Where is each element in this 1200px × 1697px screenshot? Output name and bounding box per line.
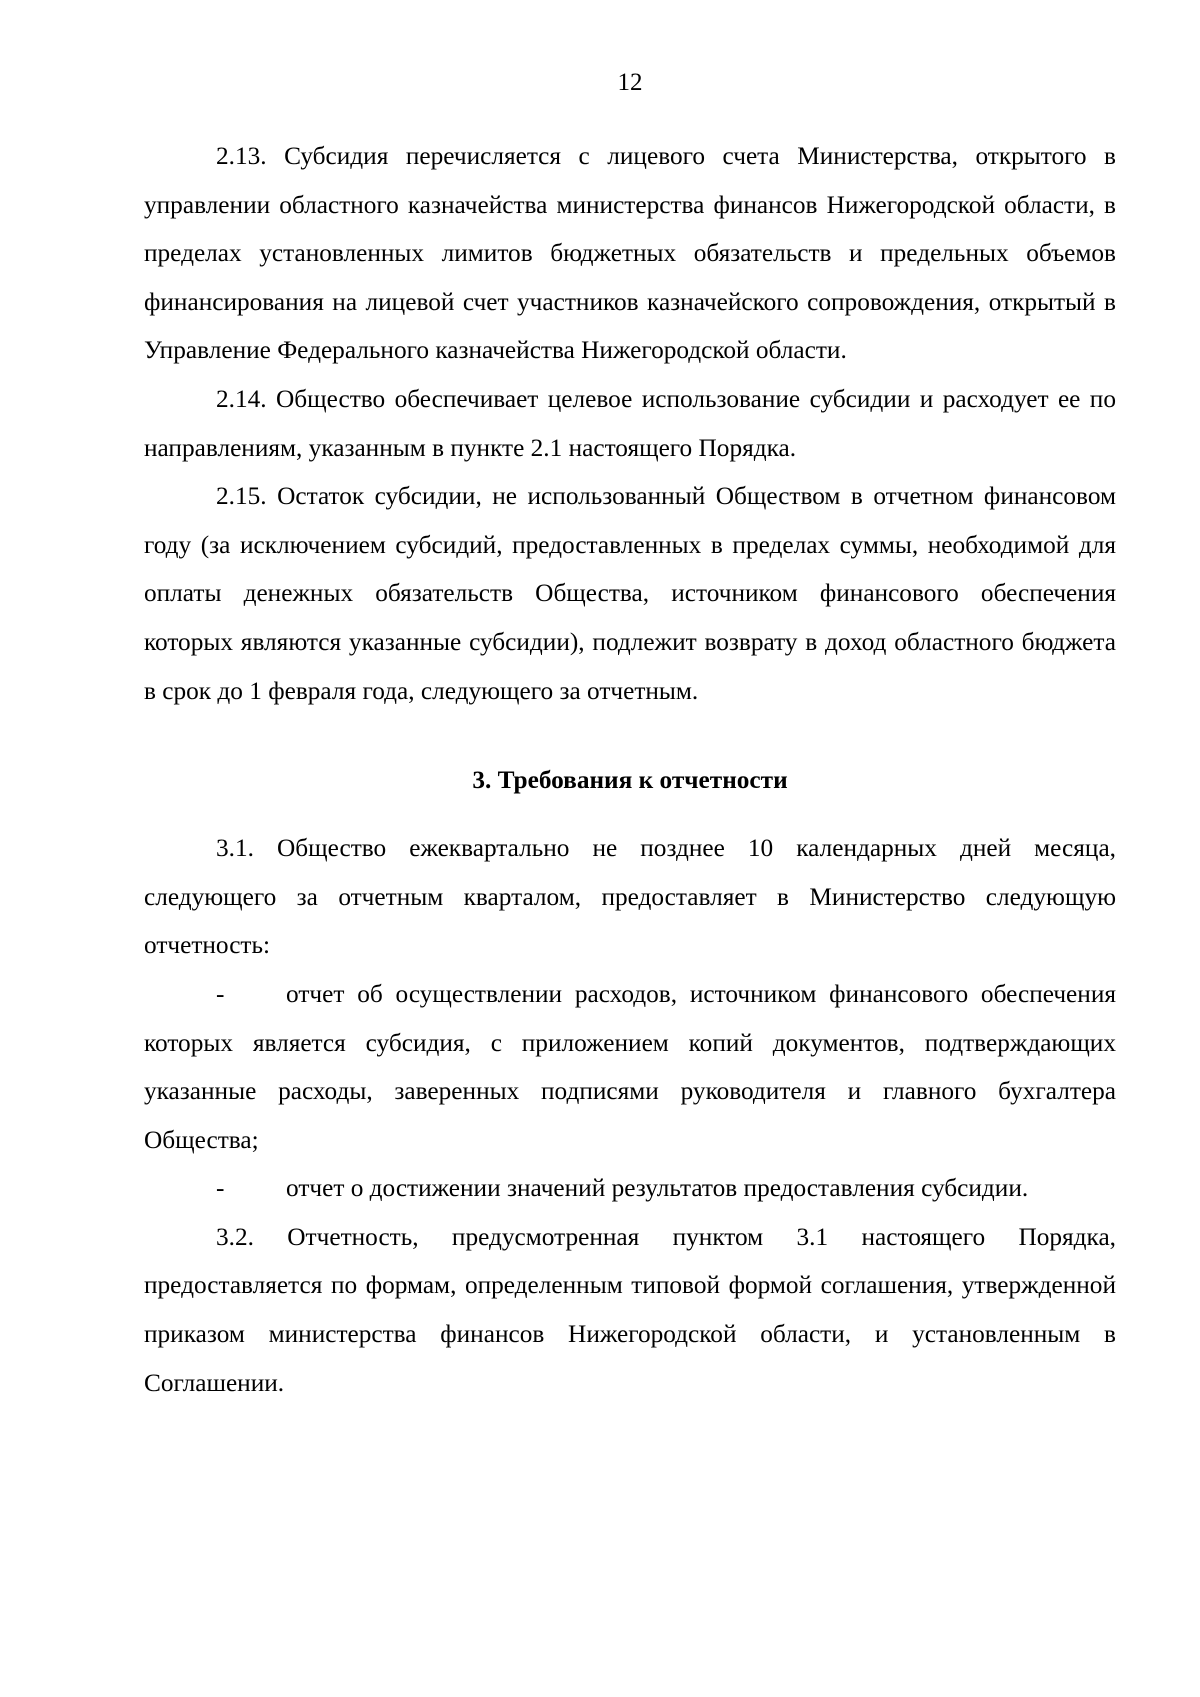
page-number: 12: [617, 69, 643, 96]
list-item-text: отчет о достижении значений результатов предоставления субсидии.: [286, 1174, 1029, 1203]
list-item: [144, 1164, 1116, 1213]
section-heading: 3. Требования к отчетности: [472, 766, 788, 795]
paragraph-2-13: 2.13. Субсидия перечисляется с лицевого счета Министерства, открытого в управлении областного казначейства министерства финансов Нижегородской области, в пределах установленных лимитов бюджетных обязательств и предельных объемов финансирования на лицевой счет участников казначейского сопровождения, открытый в Управление Федерального казначейства Нижегородской области.: [144, 142, 1116, 365]
paragraph-3-1: 3.1. Общество ежеквартально не позднее 10 календарных дней месяца, следующего за отчетным кварталом, предоставляет в Министерство следующую отчетность:: [144, 834, 1116, 960]
list-item-text: отчет об осуществлении расходов, источником финансового обеспечения которых является субсидия, с приложением копий документов, подтверждающих указанные расходы, заверенных подписями руководителя и главного бухгалтера Общества;: [144, 979, 1116, 1154]
list-item: [144, 970, 1116, 1164]
list-marker: -: [216, 1174, 225, 1203]
list-marker: -: [216, 979, 225, 1008]
paragraph-2-14: 2.14. Общество обеспечивает целевое использование субсидии и расходует ее по направлениям, указанным в пункте 2.1 настоящего Порядка.: [144, 384, 1116, 462]
document-body: [144, 132, 1116, 1407]
paragraph-3-2: 3.2. Отчетность, предусмотренная пунктом 3.1 настоящего Порядка, предоставляется по формам, определенным типовой формой соглашения, утвержденной приказом министерства финансов Нижегородской области, и установленным в Соглашении.: [144, 1222, 1116, 1397]
paragraph-2-15: 2.15. Остаток субсидии, не использованный Обществом в отчетном финансовом году (за исключением субсидий, предоставленных в пределах суммы, необходимой для оплаты денежных обязательств Общества, источником финансового обеспечения которых являются указанные субсидии), подлежит возврату в доход областного бюджета в срок до 1 февраля года, следующего за отчетным.: [144, 482, 1116, 705]
